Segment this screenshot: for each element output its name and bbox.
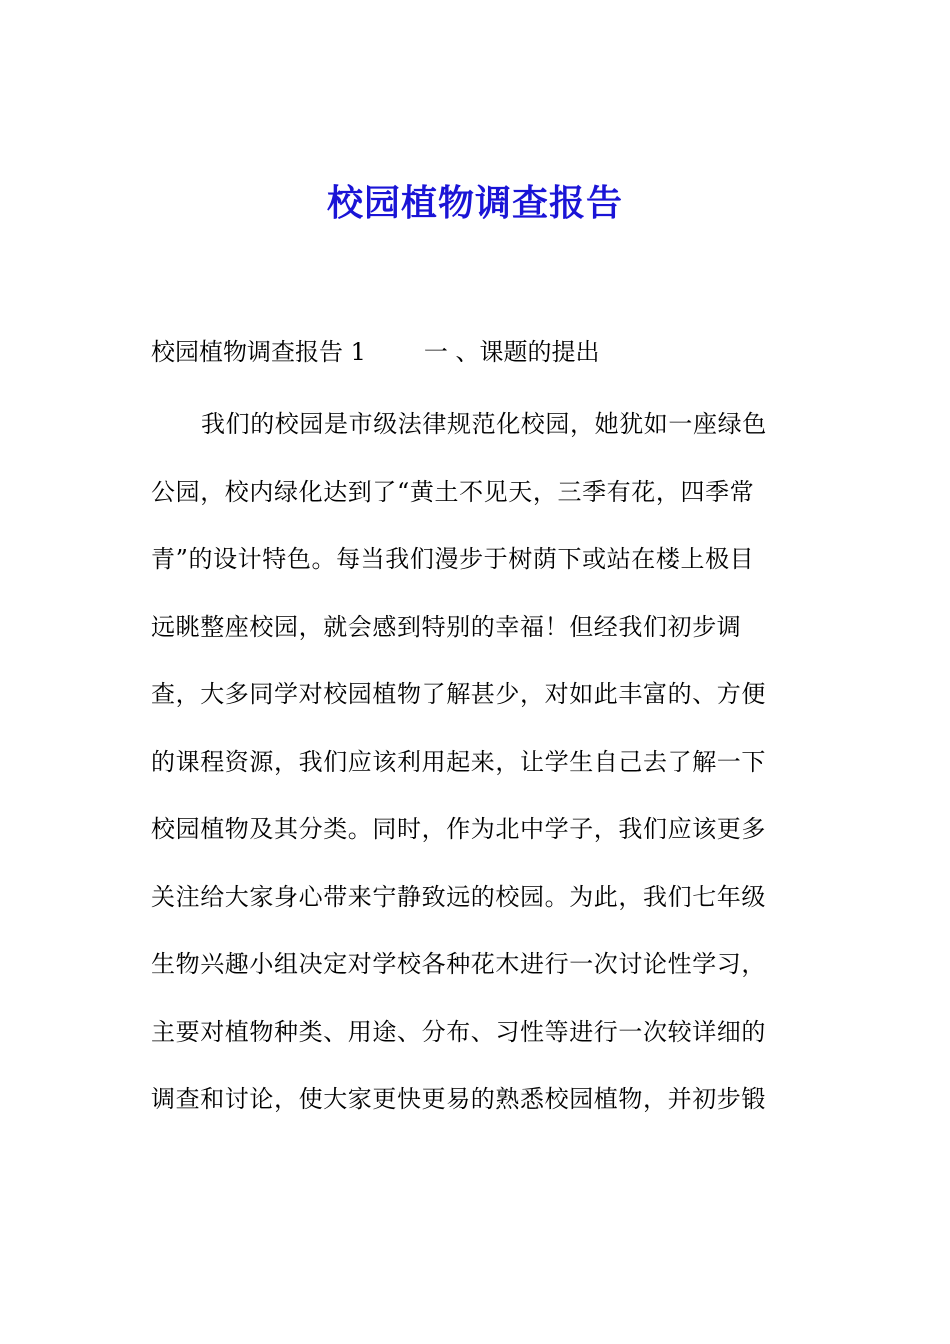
document-title: 校园植物调查报告: [326, 182, 623, 224]
paragraph-line: 查，大多同学对校园植物了解甚少，对如此丰富的、方便: [151, 680, 766, 708]
section-label: 一 、课题的提出: [423, 338, 600, 366]
paragraph-line: 主要对植物种类、用途、分布、习性等进行一次较详细的: [151, 1017, 766, 1046]
body-paragraph: [151, 404, 791, 1147]
paragraph-line: 校园植物及其分类。同时，作为北中学子，我们应该更多: [151, 815, 766, 843]
paragraph-line: 青”的设计特色。每当我们漫步于树荫下或站在楼上极目: [151, 545, 755, 573]
section-heading: [151, 333, 811, 371]
paragraph-line: 我们的校园是市级法律规范化校园，她犹如一座绿色: [201, 410, 767, 438]
paragraph-line: 关注给大家身心带来宁静致远的校园。为此，我们七年级: [151, 882, 766, 911]
paragraph-line: 远眺整座校园，就会感到特别的幸福！但经我们初步调: [151, 612, 742, 641]
paragraph-line: 的课程资源，我们应该利用起来，让学生自己去了解一下: [151, 747, 766, 776]
paragraph-line: 生物兴趣小组决定对学校各种花木进行一次讨论性学习，: [151, 950, 766, 978]
paragraph-line: 调查和讨论，使大家更快更易的熟悉校园植物，并初步锻: [151, 1085, 766, 1113]
paragraph-line: 公园，校内绿化达到了“黄土不见天，三季有花，四季常: [151, 477, 755, 506]
report-label: 校园植物调查报告 1: [151, 338, 366, 366]
